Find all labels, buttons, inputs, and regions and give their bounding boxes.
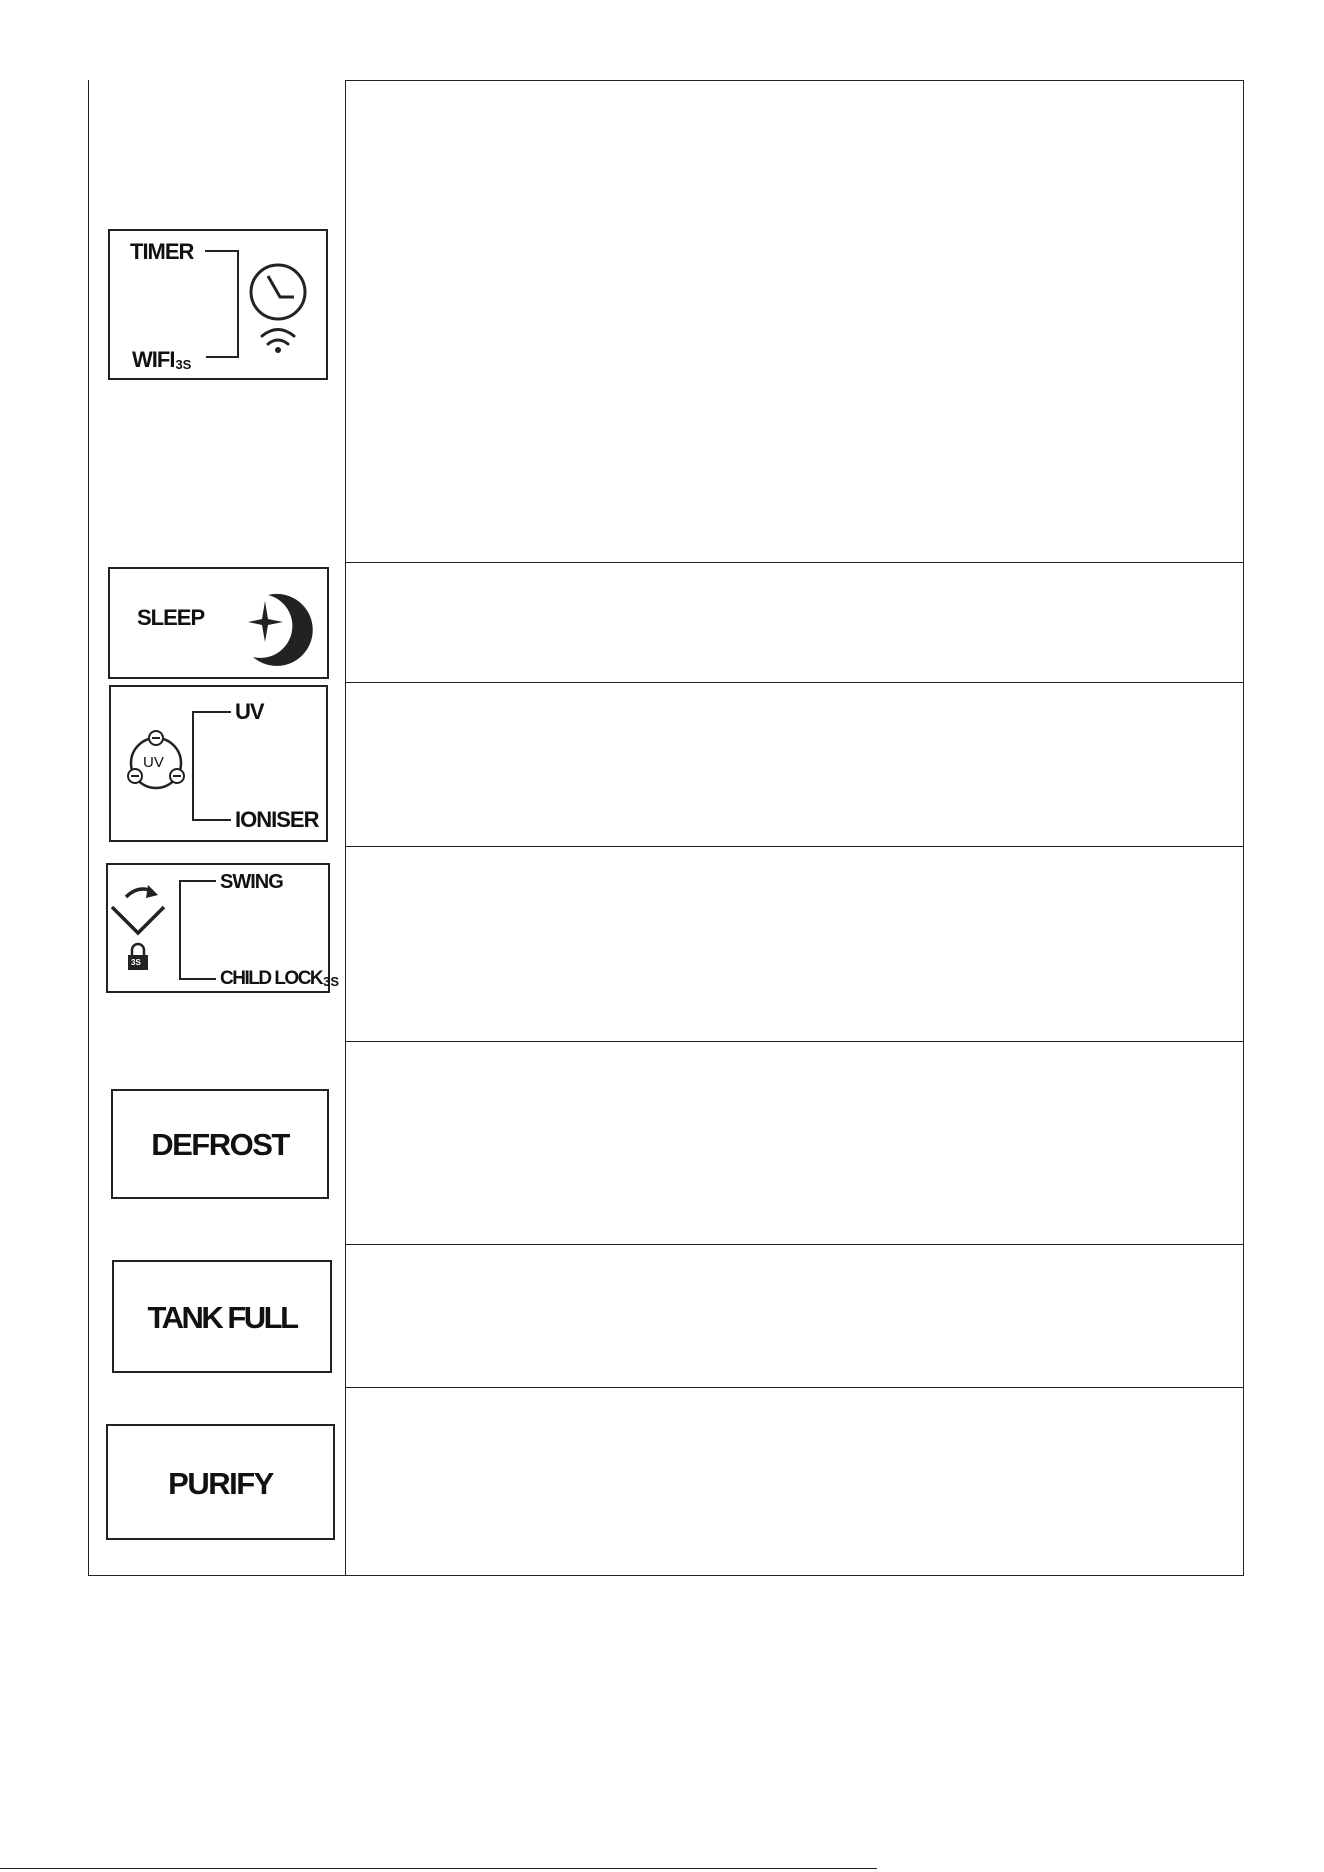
row-divider [345,562,1244,563]
defrost-panel [111,1089,329,1199]
row-divider [345,1387,1244,1388]
footer-rule [0,1868,877,1869]
timer-wifi-panel [108,229,328,380]
row-divider [345,682,1244,683]
moon-star-icon [110,569,331,681]
swing-lock-graphics [108,865,332,995]
wifi-icon [262,330,294,354]
uv-ioniser-panel [109,685,328,842]
uv-icon-text: UV [143,754,164,771]
uv-label: UV [235,699,264,724]
swing-childlock-panel [106,863,340,993]
sleep-panel [108,567,329,679]
description-column [345,80,1244,1576]
sleep-label: SLEEP [137,605,205,630]
row-divider [345,846,1244,847]
ioniser-label: IONISER [235,807,319,832]
timer-wifi-graphics [110,231,330,382]
row-divider [345,1244,1244,1245]
row-divider [345,1041,1244,1042]
padlock-text: 3S [131,958,141,967]
wifi-label-text: WIFI [132,347,175,372]
purify-label: PURIFY [168,1466,273,1501]
timer-label: TIMER [130,239,194,264]
child-lock-suffix: 3S [323,974,340,989]
swing-label: SWING [220,871,283,893]
tank-full-label: TANK FULL [147,1300,297,1335]
defrost-label: DEFROST [151,1127,289,1162]
child-lock-text: CHILD LOCK [220,968,323,989]
clock-icon [251,265,305,319]
purify-panel [106,1424,335,1540]
tank-full-panel [112,1260,332,1373]
wifi-suffix: 3S [175,357,192,372]
swing-arrow-icon [112,885,164,933]
